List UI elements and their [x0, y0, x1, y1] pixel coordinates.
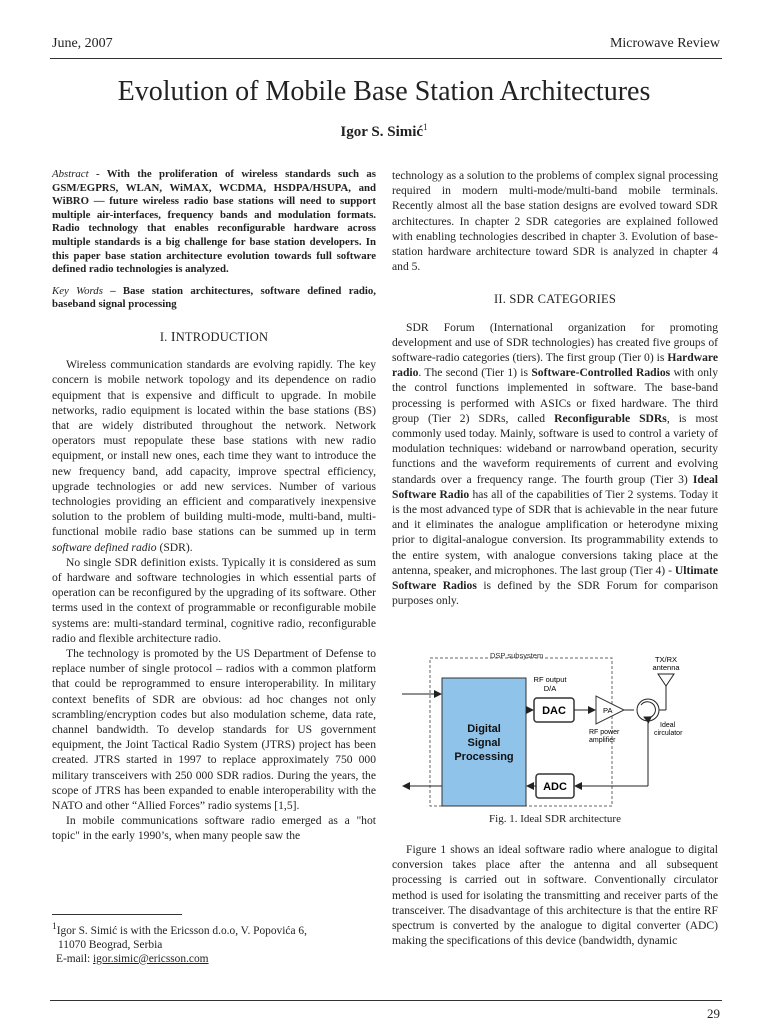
tier3-name: Ideal Software Radio	[392, 472, 718, 501]
circulator-label-2: circulator	[654, 730, 683, 737]
adc-label: ADC	[543, 781, 567, 793]
section1-num: I.	[159, 329, 171, 344]
keywords-text: – Base station architectures, software defined radio, baseband signal processing	[52, 284, 376, 311]
figure-diagram	[398, 648, 718, 813]
intro-paragraph-3: The technology is promoted by the US Department of Defense to replace number of single protocol – radios with a common platform that could be reprogrammed to ensure interoperability. In military context benefits of SDR are obvious: ad hoc changes not only scrambling/encryption codes but also modulation scheme, data rate, channel bandwidth. To develop standards for US government equipment, the Joint Tactical Radio System (JTRS) project has been created. JTRS started in 1997 to replace approximately 750 000 military transceivers with 250 000 SDR radios. During the years, the scope of JTRS has been expanded to enable interoperability with the NATO and other “Allied Forces” radio systems [1,5].	[52, 647, 376, 813]
sdr-text-5: has all of the capabilities of Tier 2 systems. Today it is the most advanced type of SDR that is achievable in the near future and it eliminates the analogue amplification or heterodyne mixing prior to digital-analogue conversion. Its programmability extends to the entire system, with analogue conversions taking place at the antenna, speaker, and microphones. The last group (Tier 4) -	[392, 487, 718, 577]
rf-output-label-2: D/A	[543, 684, 557, 693]
sdr-text-1: SDR Forum (International organization for promoting development and use of SDR technologies) has created five groups of software-radio categories (tiers). The first group (Tier 0) is	[392, 320, 718, 365]
sdr-text-3: with only the control functions implemented in software. The base-band processing is performed with ASICs or fixed hardware. The third group (Tier 2) SDRs, called	[392, 366, 719, 425]
tier0-name: Hardware radio	[392, 351, 718, 380]
dsp-label-3: Processing	[454, 751, 514, 763]
abstract-lead: Abstract	[52, 168, 89, 180]
paper-title: Evolution of Mobile Base Station Architectures	[117, 76, 651, 107]
tier1-name: Software-Controlled Radios	[531, 366, 671, 380]
right-column	[392, 168, 718, 608]
footnote-email-link[interactable]: igor.simic@ericsson.com	[93, 952, 209, 965]
dsp-label-1: Digital	[467, 723, 501, 735]
circulator-label-1: Ideal	[660, 722, 676, 729]
footnote-email-line	[52, 952, 376, 966]
footnote-mark: 1	[52, 922, 57, 932]
footnote	[52, 920, 376, 966]
header-date: June, 2007	[52, 36, 113, 51]
dsp-label-2: Signal	[467, 737, 501, 749]
figure-caption: Fig. 1. Ideal SDR architecture	[489, 813, 621, 825]
abstract	[52, 168, 376, 277]
section1-rest: NTRODUCTION	[175, 329, 269, 344]
section2-num: II.	[493, 292, 510, 307]
intro-paragraph-4: In mobile communications software radio emerged as a "hot topic" in the early 1990’s, when many people saw the	[52, 814, 376, 843]
footnote-affiliation: Igor S. Simić is with the Ericsson d.o.o, V. Popovića 6,	[56, 924, 307, 937]
keywords	[52, 285, 376, 312]
dac-label: DAC	[542, 705, 566, 717]
footnote-address: 11070 Beograd, Serbia	[58, 938, 163, 951]
sdr-categories-paragraph	[392, 320, 718, 609]
right-intro-paragraph: technology as a solution to the problems of complex signal processing required in modern multi-mode/multi-band mobile terminals. Recently almost all the base station designs are evolved toward SDR architectures. In chapter 2 SDR categories are explained followed with enabling technologies described in chapter 3. Evolution of base-station hardware architecture toward SDR is analyzed in chapter 4 and 5.	[392, 169, 718, 274]
figure-ideal-sdr	[398, 648, 718, 838]
section-heading-sdr-categories	[392, 292, 718, 307]
tier2-name: Reconfigurable SDRs	[554, 411, 667, 425]
section2-rest: ATEGORIES	[546, 292, 617, 307]
header-journal: Microwave Review	[609, 36, 720, 51]
pa-label: PA	[603, 706, 613, 715]
section-heading-introduction	[52, 330, 376, 345]
antenna-icon	[658, 674, 674, 686]
rf-power-label-2: amplifier	[589, 737, 616, 744]
rf-power-label-1: RF power	[589, 729, 620, 736]
intro-paragraph-1	[52, 357, 376, 555]
author-name: Igor S. Simić	[340, 124, 424, 140]
author-footnote-mark: 1	[423, 122, 428, 132]
intro-paragraph-2: No single SDR definition exists. Typically it is considered as sum of hardware and software technologies in which essential parts of operation can be reconfigured by the upgrading of its software. Other terms used in the context of programmable or reconfigurable mobile systems are: multi-standard terminal, cognitive radio, reconfigurable radio and flexible architecture radio.	[52, 555, 376, 645]
footnote-line-1	[52, 920, 376, 938]
dsp-subsystem-label: DSP subsystem	[490, 651, 544, 660]
intro-p1-term: software defined radio	[52, 540, 157, 554]
header-rule	[50, 58, 722, 59]
intro-p1-text: Wireless communication standards are evolving rapidly. The key concern is mobile network topology and its dependence on radio equipment that is expensive and difficult to upgrade. In mobile networks, radio equipment is located within the base stations (BS) that are widely distributed throughout the network. Network operators must repopulate these base stations with new radio equipment, or install new ones, each time they want to introduce the new frequency band, add capacity, improve spectral efficiency, upgrade technologies or add new services. Number of various technologies providing an efficient and comparatively inexpensive solution to the problem of building multi-mode, multi-band, multi-functional mobile radio base stations can be summed up in term	[52, 358, 376, 539]
rf-output-label-1: RF output	[533, 675, 567, 684]
left-column	[52, 168, 376, 844]
footnote-rule	[52, 914, 182, 915]
intro-p1-end: (SDR).	[156, 540, 193, 554]
figure-discussion-paragraph: Figure 1 shows an ideal software radio where analogue to digital conversion takes place after the antenna and all subsequent processing is carried out in software. Conventionally circulator method is used for isolating the transmitting and receiver parts of the transceiver. The disadvantage of this architecture is that the entire RF spectrum is converted by the analogue to digital converter (ADC) making the specifications of this device (bandwidth, dynamic	[392, 843, 718, 948]
footnote-email-label: E-mail:	[56, 952, 94, 965]
section1-first: I	[170, 329, 176, 345]
page-number: 29	[707, 1006, 720, 1021]
keywords-lead: Key Words	[52, 284, 103, 297]
author-line	[0, 122, 768, 141]
sdr-text-4: , is most commonly used today. Mainly, software is used to control a variety of modulation techniques: wideband or narrowband operation, security functions and the waveform requirements of current and evolving standards over a frequency range. The fourth group (Tier 3)	[392, 411, 718, 486]
abstract-text: - With the proliferation of wireless standards such as GSM/EGPRS, WLAN, WiMAX, WCDMA, HSDPA/HSUPA, and WiBRO — future wireless radio base stations will need to support multiple air-interfaces, frequency bands and modulation formats. Radio technology that enables reconfigurable hardware across multiple standards is a big challenge for base station developers. In this paper base station architecture evolution towards full software defined radio technologies is analyzed.	[52, 168, 376, 276]
footer-rule	[50, 1000, 722, 1001]
antenna-label-1: TX/RX	[654, 655, 678, 664]
tier4-name: Ultimate Software Radios	[392, 563, 718, 593]
sdr-text-6: is defined by the SDR Forum for comparison purposes only.	[392, 579, 718, 608]
antenna-label-2: antenna	[652, 663, 680, 672]
sdr-text-2: . The second (Tier 1) is	[418, 366, 532, 380]
section2-first: SDR C	[509, 292, 547, 307]
